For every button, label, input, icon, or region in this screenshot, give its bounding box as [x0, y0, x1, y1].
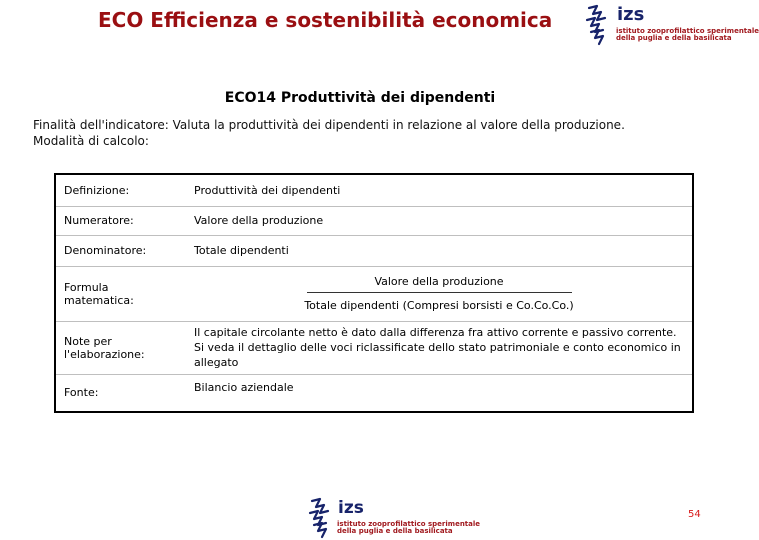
- row-value: Valore della produzione: [194, 214, 324, 227]
- table-row: [55, 266, 693, 321]
- row-value: Produttività dei dipendenti: [194, 183, 341, 197]
- logo-tagline: istituto zooprofilattico sperimentale della puglia e della basilicata: [616, 27, 759, 43]
- table-row: [55, 235, 693, 266]
- table-row: [55, 374, 693, 412]
- indicator-intro: [33, 117, 625, 149]
- table-row: [55, 206, 693, 235]
- logo-brand: izs: [338, 498, 364, 518]
- izs-logo-bottom: [308, 494, 481, 540]
- indicator-title: ECO14 Produttività dei dipendenti: [224, 90, 496, 106]
- izs-logo-top: [585, 2, 759, 46]
- row-label: Numeratore:: [64, 214, 134, 227]
- table-row: [55, 321, 693, 374]
- note-line: Il capitale circolante netto è dato dalla differenza fra attivo corrente e passivo corrente.: [194, 326, 677, 339]
- purpose-text: Finalità dell'indicatore: Valuta la produttività dei dipendenti in relazione al valore della produzione.: [33, 118, 625, 132]
- formula-cell: [186, 266, 693, 321]
- row-label: Fonte:: [64, 386, 99, 400]
- row-label: Formula matematica:: [64, 280, 134, 307]
- row-label: Denominatore:: [64, 244, 147, 257]
- page-title: ECO Efficienza e sostenibilità economica: [98, 8, 553, 32]
- indicator-spec-table: [54, 173, 694, 413]
- row-value: Totale dipendenti: [194, 244, 289, 257]
- formula-denominator: Totale dipendenti (Compresi borsisti e Co.Co.Co.): [304, 299, 574, 312]
- table-row: [55, 174, 693, 206]
- logo-brand: izs: [617, 4, 645, 25]
- row-value: [186, 321, 693, 374]
- formula-numerator: Valore della produzione: [307, 275, 572, 293]
- row-label: Definizione:: [64, 183, 130, 197]
- page-number: 54: [688, 509, 701, 520]
- note-line: Si veda il dettaglio delle voci riclassificate dello stato patrimoniale e conto economico in allegato: [194, 341, 681, 369]
- row-value: Bilancio aziendale: [194, 380, 294, 394]
- izs-zigzag-logo-icon: [308, 494, 338, 540]
- method-text: Modalità di calcolo:: [33, 134, 149, 148]
- logo-tagline: istituto zooprofilattico sperimentale della puglia e della basilicata: [337, 520, 481, 536]
- izs-zigzag-logo-icon: [585, 2, 615, 46]
- row-label: Note per l'elaborazione:: [64, 334, 145, 361]
